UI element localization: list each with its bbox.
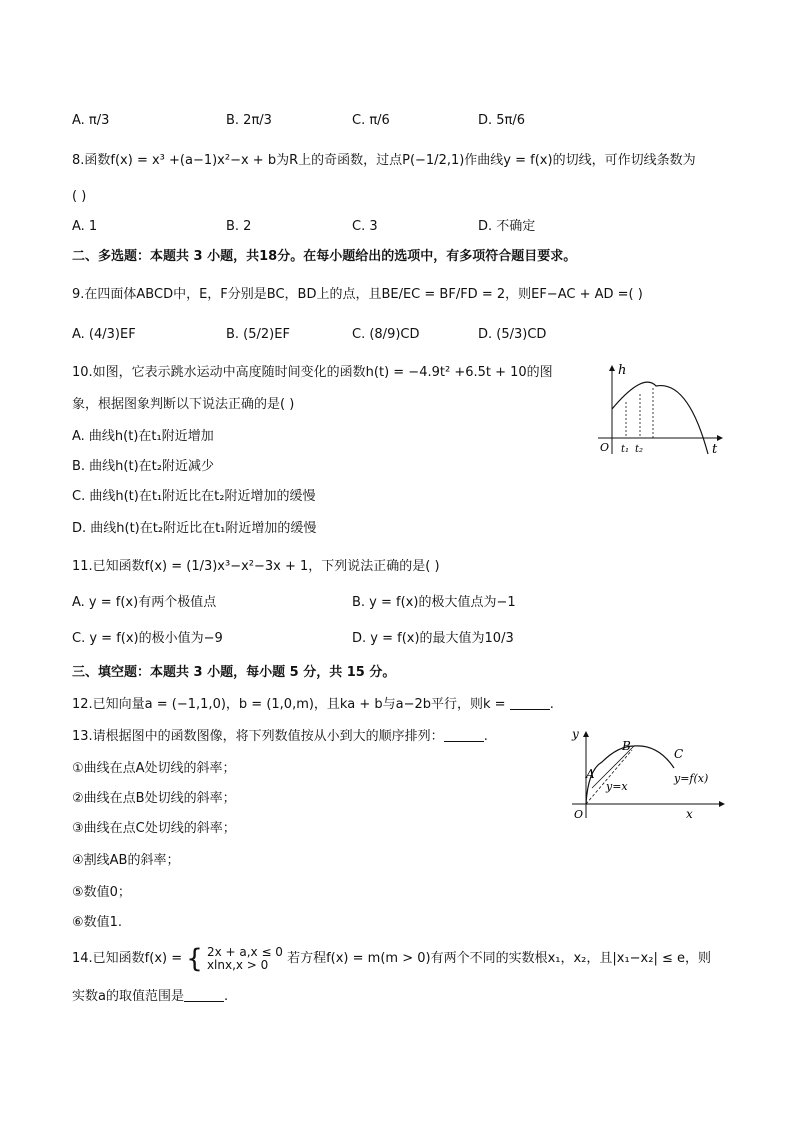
q13-end: . — [483, 729, 488, 744]
q10-height-time-graph — [588, 362, 728, 462]
q13-point-c-label: C — [674, 747, 684, 761]
q14-stem-row — [72, 946, 711, 978]
q12-stem: 12.已知向量a = (−1,1,0)，b = (1,0,m)，且ka + b与a−2b平行，则k = — [72, 697, 506, 712]
q13-point-a-label: A — [586, 767, 595, 781]
q10-h-label: h — [618, 363, 627, 378]
q7-option-d: D. 5π/6 — [478, 113, 526, 128]
q13-item-4: ④割线AB的斜率； — [72, 853, 180, 868]
section-3-heading: 三、填空题：本题共 3 小题，每小题 5 分，共 15 分。 — [72, 665, 396, 680]
q10-t-label: t — [712, 442, 718, 457]
q13-point-b-label: B — [622, 739, 631, 753]
q14-piece-2: xlnx,x > 0 — [206, 958, 269, 972]
q14-stem-a: 14.已知函数f(x) = — [72, 951, 187, 966]
q12-answer-blank[interactable] — [510, 697, 550, 710]
q10-option-c: C. 曲线h(t)在t₁附近比在t₂附近增加的缓慢 — [72, 489, 316, 504]
q13-item-1: ①曲线在点A处切线的斜率； — [72, 761, 236, 776]
q11-option-a: A. y = f(x)有两个极值点 — [72, 595, 217, 610]
q13-origin-label: O — [574, 808, 584, 821]
q8-option-a: A. 1 — [72, 219, 98, 234]
q13-x-label: x — [686, 807, 693, 821]
q13-y-equals-fx-label: y=f(x) — [674, 772, 709, 785]
q13-stem: 13.请根据图中的函数图像，将下列数值按从小到大的顺序排列： — [72, 729, 444, 744]
q13-function-graph — [562, 726, 732, 822]
q10-origin-label: O — [600, 441, 610, 454]
q14-answer-blank[interactable] — [184, 989, 224, 1002]
q10-t1-label: t₁ — [621, 444, 630, 455]
q8-paren: ( ) — [72, 189, 87, 204]
q14-brace: { — [186, 944, 203, 974]
q14-end: . — [223, 989, 229, 1004]
q13-answer-blank[interactable] — [444, 729, 484, 742]
q11-stem: 11.已知函数f(x) = (1/3)x³−x²−3x + 1，下列说法正确的是( ) — [72, 559, 440, 574]
q9-option-c: C. (8/9)CD — [352, 327, 420, 342]
q14-piece-1: 2x + a,x ≤ 0 — [206, 945, 283, 959]
q10-t2-label: t₂ — [635, 444, 644, 455]
q9-option-a: A. (4/3)EF — [72, 327, 136, 342]
q14-piecewise — [207, 946, 283, 972]
q10-option-d: D. 曲线h(t)在t₂附近比在t₁附近增加的缓慢 — [72, 521, 317, 536]
q13-item-5: ⑤数值0； — [72, 885, 131, 900]
q7-option-c: C. π/6 — [352, 113, 390, 128]
q13-stem-row — [72, 728, 488, 746]
section-2-heading: 二、多选题：本题共 3 小题，共18分。在每小题给出的选项中，有多项符合题目要求。 — [72, 249, 577, 264]
q7-option-b: B. 2π/3 — [226, 113, 272, 128]
q13-item-6: ⑥数值1. — [72, 915, 123, 930]
q10-stem-line1: 10.如图，它表示跳水运动中高度随时间变化的函数h(t) = −4.9t² +6.5t + 10的图 — [72, 365, 553, 380]
q8-option-d: D. 不确定 — [478, 219, 536, 234]
q10-option-b: B. 曲线h(t)在t₂附近减少 — [72, 459, 214, 474]
q9-stem: 9.在四面体ABCD中，E，F分别是BC，BD上的点，且BE/EC = BF/FD = 2，则EF−AC + AD =( ) — [72, 287, 643, 302]
q9-option-d: D. (5/3)CD — [478, 327, 547, 342]
q12-end: . — [549, 697, 554, 712]
q13-y-equals-x-label: y=x — [606, 780, 628, 793]
q14-stem-2: 实数a的取值范围是 — [72, 989, 184, 1004]
q13-item-3: ③曲线在点C处切线的斜率； — [72, 821, 236, 836]
q14-stem-b: 若方程f(x) = m(m > 0)有两个不同的实数根x₁，x₂，且|x₁−x₂| ≤ e，则 — [287, 951, 711, 966]
q13-y-label: y — [572, 727, 579, 741]
q13-item-2: ②曲线在点B处切线的斜率； — [72, 791, 236, 806]
q12-stem-row — [72, 696, 554, 714]
q11-option-d: D. y = f(x)的最大值为10/3 — [352, 631, 514, 646]
q10-option-a: A. 曲线h(t)在t₁附近增加 — [72, 429, 214, 444]
q11-option-c: C. y = f(x)的极小值为−9 — [72, 631, 223, 646]
q8-stem: 8.函数f(x) = x³ +(a−1)x²−x + b为R上的奇函数，过点P(−1/2,1)作曲线y = f(x)的切线，可作切线条数为 — [72, 153, 696, 168]
q8-option-c: C. 3 — [352, 219, 378, 234]
q9-option-b: B. (5/2)EF — [226, 327, 290, 342]
q13-curve — [586, 746, 674, 804]
q7-option-a: A. π/3 — [72, 113, 110, 128]
q8-option-b: B. 2 — [226, 219, 252, 234]
q14-stem-row-2 — [72, 988, 228, 1006]
q10-stem-line2: 象，根据图象判断以下说法正确的是( ) — [72, 397, 295, 412]
q11-option-b: B. y = f(x)的极大值点为−1 — [352, 595, 516, 610]
